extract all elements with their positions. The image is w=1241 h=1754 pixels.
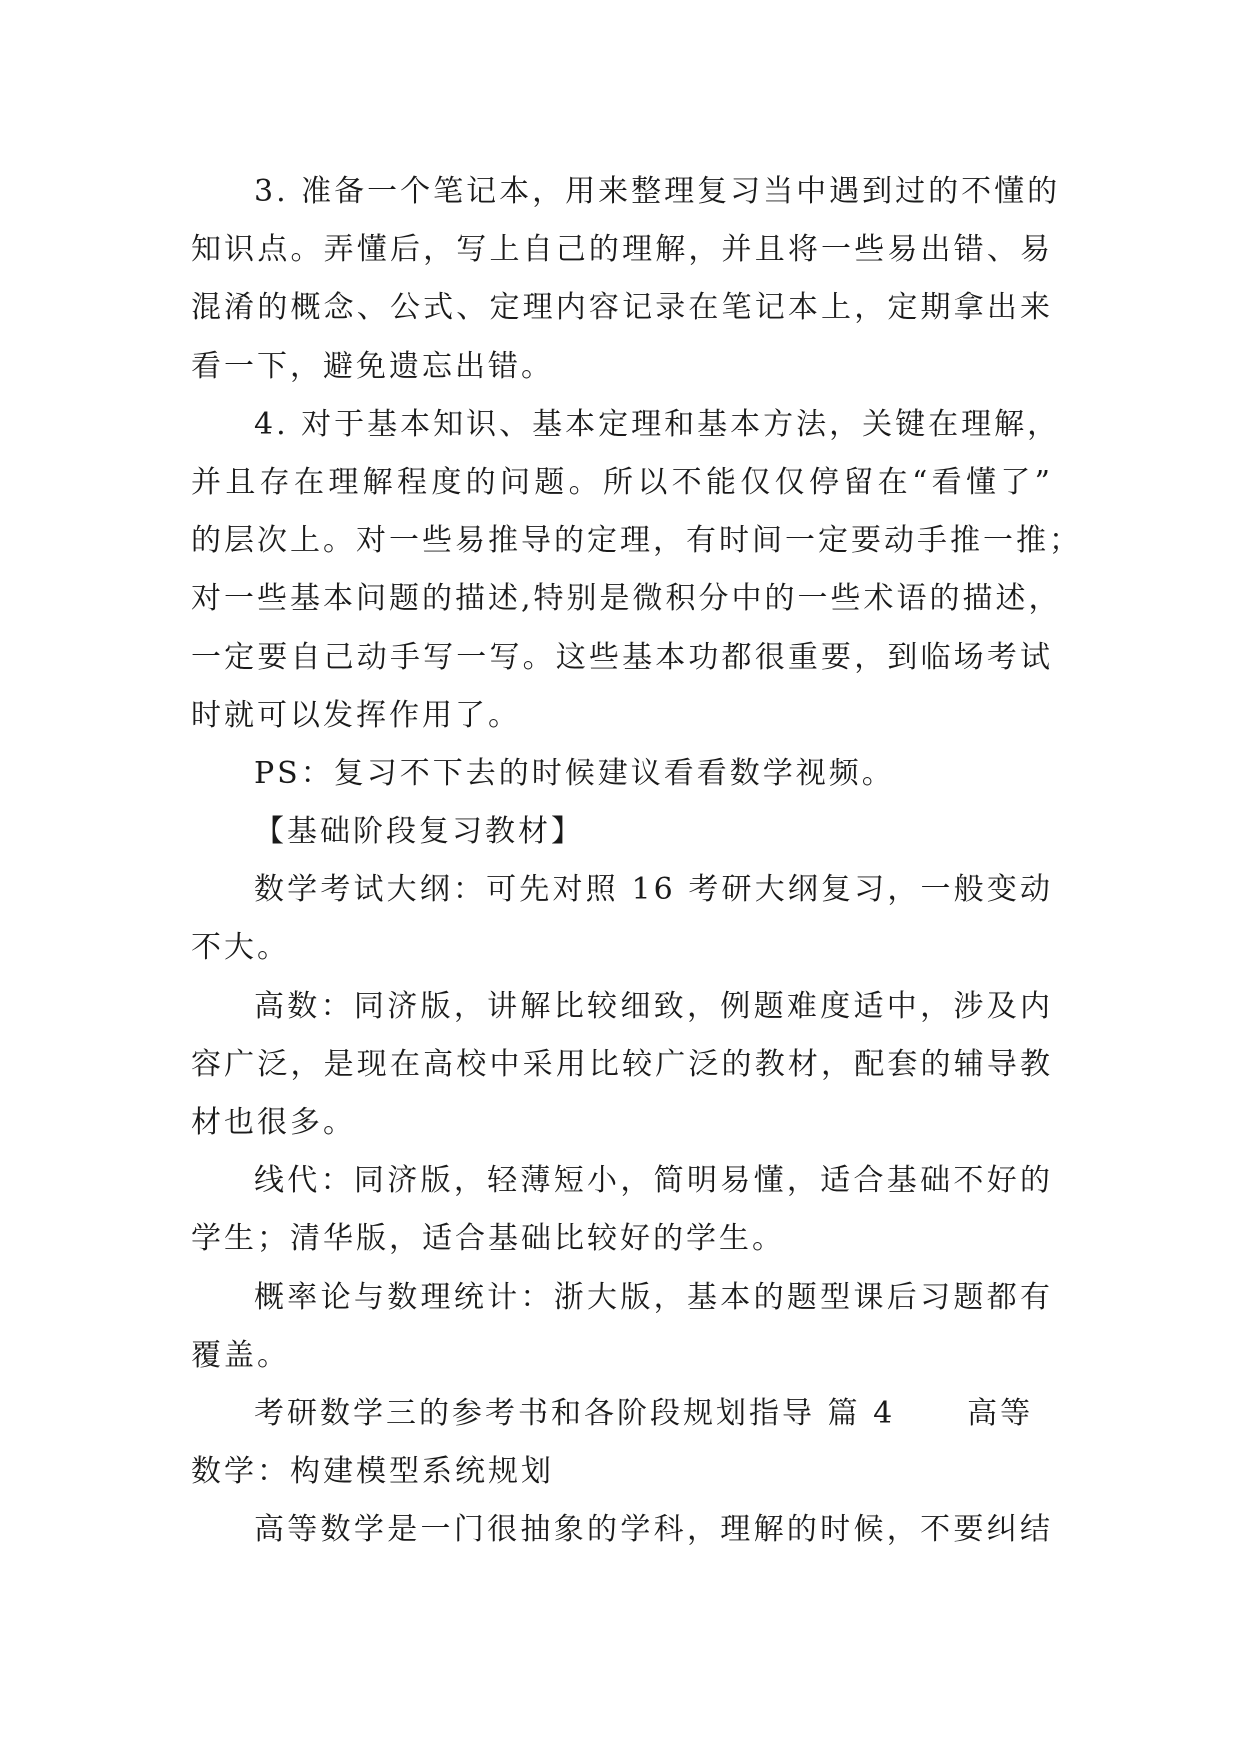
paragraph-line: 时就可以发挥作用了。: [191, 697, 521, 733]
paragraph-line: 的层次上。对一些易推导的定理，有时间一定要动手推一推；: [191, 523, 1082, 559]
article-heading-title-continued: 高等: [967, 1395, 1034, 1431]
article-heading-title: 考研数学三的参考书和各阶段规划指导 篇 4: [254, 1395, 896, 1431]
paragraph-line: 概率论与数理统计：浙大版，基本的题型课后习题都有: [254, 1279, 1053, 1315]
paragraph-line: 材也很多。: [191, 1105, 356, 1140]
ps-note: PS：复习不下去的时候建议看看数学视频。: [254, 755, 895, 791]
paragraph-line: 看一下，避免遗忘出错。: [191, 348, 554, 384]
paragraph-line: 高等数学是一门很抽象的学科，理解的时候，不要纠结: [254, 1512, 1053, 1548]
paragraph-line: 一定要自己动手写一写。这些基本功都很重要，到临场考试: [191, 639, 1053, 675]
paragraph-line: 线代：同济版，轻薄短小，简明易懂，适合基础不好的: [254, 1163, 1053, 1199]
paragraph-line: 数学考试大纲：可先对照 16 考研大纲复习，一般变动: [254, 872, 1053, 908]
paragraph-line: 3. 准备一个笔记本，用来整理复习当中遇到过的不懂的: [254, 174, 1061, 209]
article-heading: [191, 1385, 1053, 1443]
paragraph-line: 并且存在理解程度的问题。所以不能仅仅停留在“看懂了”: [191, 464, 1053, 500]
paragraph-line: 不大。: [191, 930, 290, 966]
paragraph-line: 容广泛，是现在高校中采用比较广泛的教材，配套的辅导教: [191, 1046, 1053, 1082]
document-body: [191, 163, 1082, 1560]
paragraph-line: 覆盖。: [191, 1337, 290, 1373]
paragraph-line: 知识点。弄懂后，写上自己的理解，并且将一些易出错、易: [191, 232, 1053, 268]
paragraph-line: 4. 对于基本知识、基本定理和基本方法，关键在理解，: [254, 406, 1061, 442]
paragraph-line: 学生；清华版，适合基础比较好的学生。: [191, 1221, 785, 1257]
paragraph-line: 混淆的概念、公式、定理内容记录在笔记本上，定期拿出来: [191, 290, 1053, 326]
paragraph-line: 对一些基本问题的描述,特别是微积分中的一些术语的描述，: [191, 581, 1062, 617]
paragraph-line: 高数：同济版，讲解比较细致，例题难度适中，涉及内: [254, 988, 1053, 1024]
section-heading: 【基础阶段复习教材】: [254, 814, 584, 850]
article-heading-line: 数学：构建模型系统规划: [191, 1454, 554, 1490]
